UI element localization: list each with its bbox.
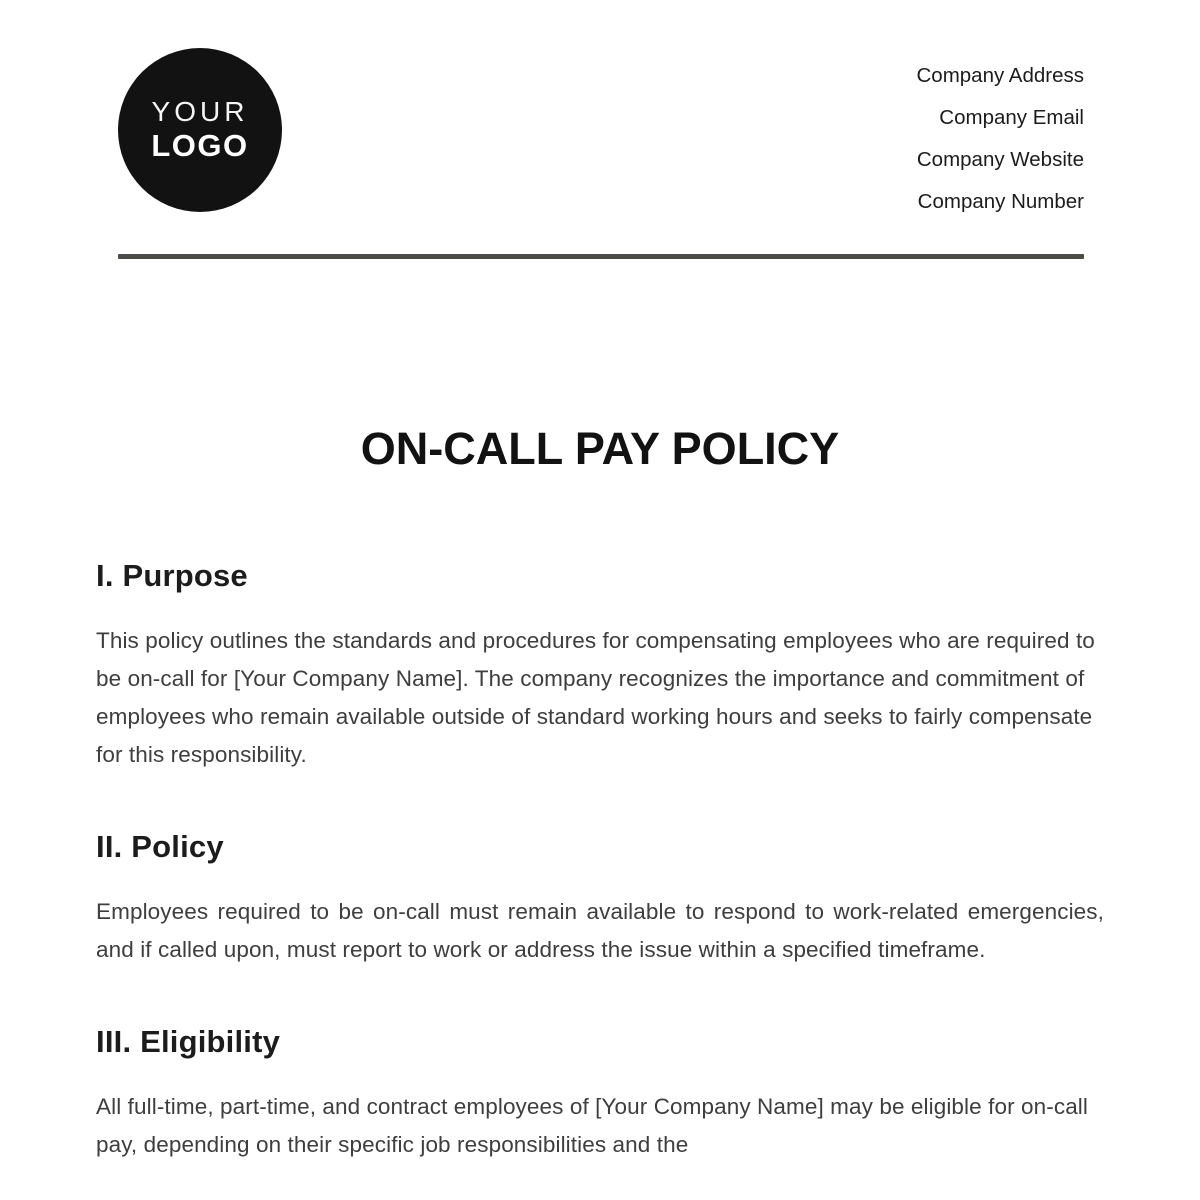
section-body-eligibility: All full-time, part-time, and contract employees of [Your Company Name] may be eligible for on-call pay, depending on their specific job responsibilities and the [96,1094,1088,1157]
section-heading-purpose: I. Purpose [96,558,248,593]
document-title: ON-CALL PAY POLICY [360,423,840,474]
section-body-policy: Employees required to be on-call must remain available to respond to work-related emergencies, and if called upon, must report to work or address the issue within a specified timeframe. [96,899,1104,962]
company-logo [118,48,282,212]
company-email-line: Company Email [939,106,1084,129]
logo-text-your: YOUR [151,95,249,127]
section-body-purpose: This policy outlines the standards and procedures for compensating employees who are required to be on-call for [Your Company Name]. The company recognizes the importance and commitment of employees who remain available outside of standard working hours and seeks to fairly compensate for this responsibility. [96,628,1095,767]
company-website-line: Company Website [916,148,1084,171]
company-contact-block [916,48,1084,223]
section-heading-eligibility: III. Eligibility [96,1024,281,1059]
logo-text-logo: LOGO [151,127,249,163]
section-heading-policy: II. Policy [96,829,224,864]
company-number-line: Company Number [917,190,1084,213]
document-body [96,557,1104,1164]
section-policy [96,828,1104,969]
section-eligibility [96,1023,1104,1164]
header-divider [118,254,1084,259]
document-header [96,0,1104,223]
company-address-line: Company Address [916,64,1084,87]
section-purpose [96,557,1104,774]
